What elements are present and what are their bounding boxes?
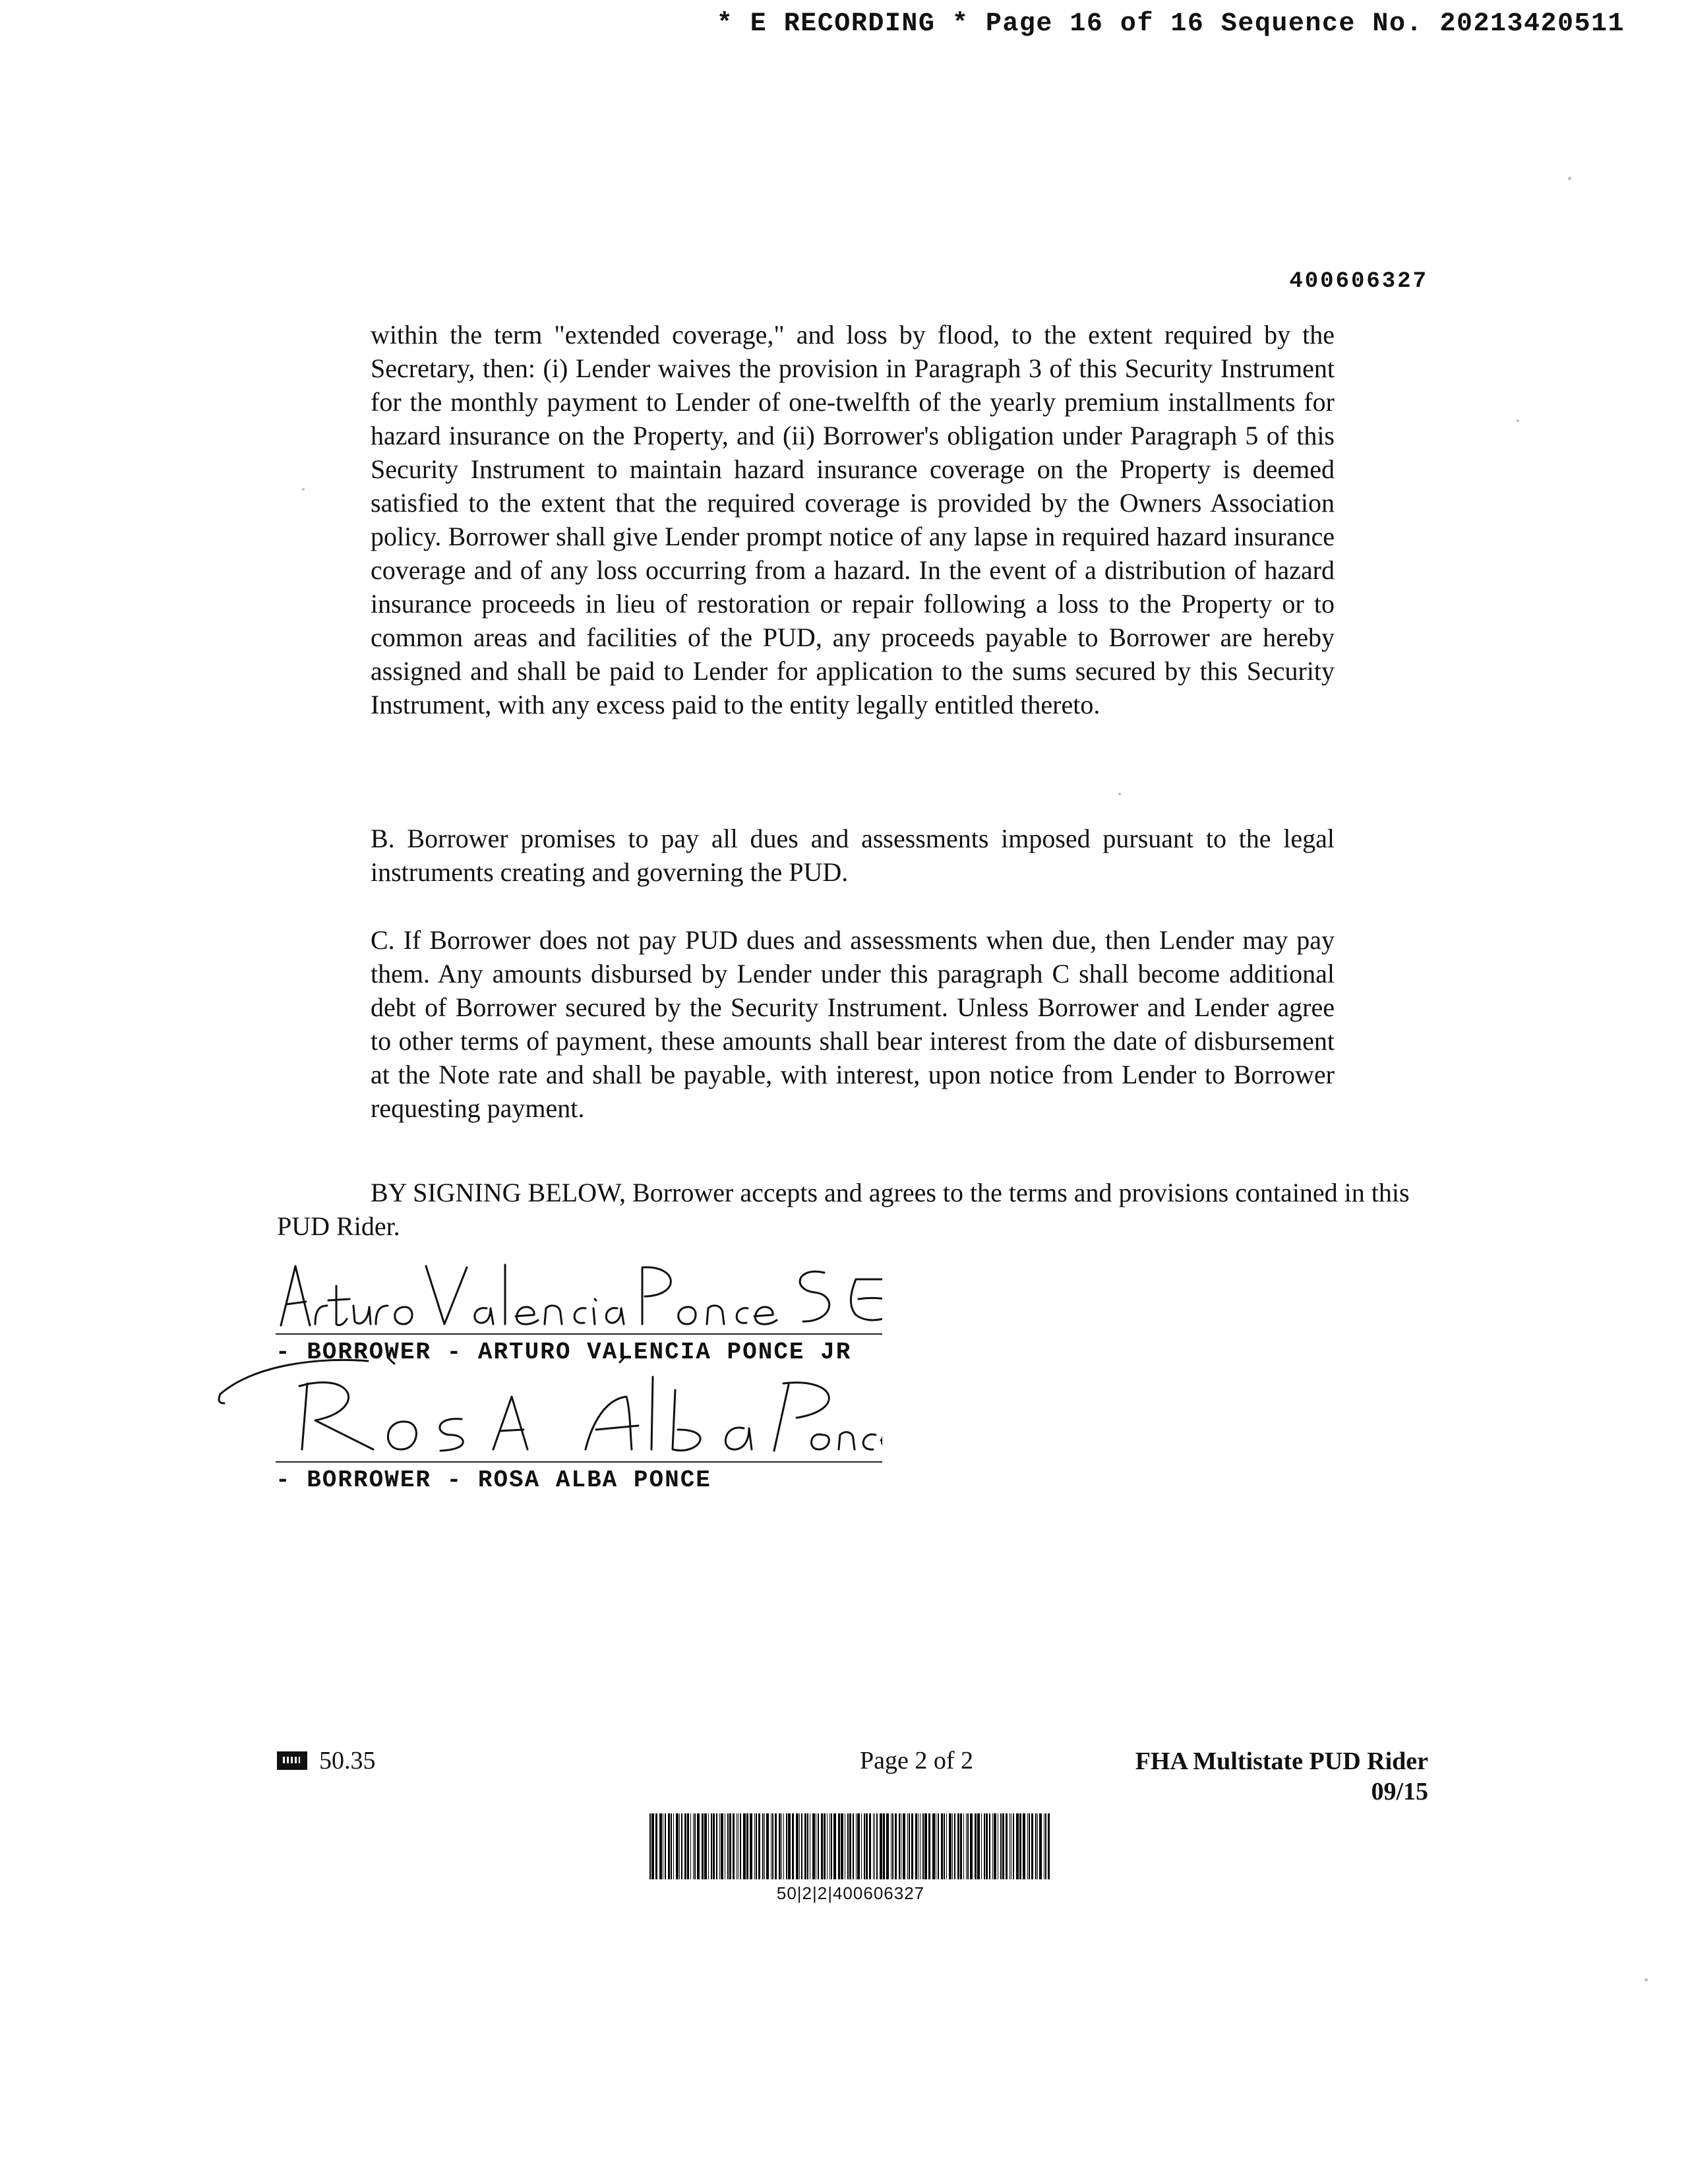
barcode-bar xyxy=(874,1813,875,1879)
scan-speck xyxy=(1118,793,1121,795)
barcode-bar xyxy=(1002,1813,1004,1879)
barcode-bar xyxy=(788,1813,791,1879)
barcode-bar xyxy=(853,1813,854,1879)
barcode-bar xyxy=(924,1813,927,1879)
scan-speck xyxy=(1568,177,1571,180)
barcode-bar xyxy=(841,1813,843,1879)
barcode-bar xyxy=(668,1813,670,1879)
signing-statement-text: BY SIGNING BELOW, Borrower accepts and agrees to the terms and provisions contained in this PUD Rider. xyxy=(277,1178,1410,1241)
recording-stamp: * E RECORDING * Page 16 of 16 Sequence No. 20213420511 xyxy=(716,9,1625,39)
barcode-bar xyxy=(704,1813,707,1879)
barcode-bar xyxy=(895,1813,897,1879)
barcode-bar xyxy=(750,1813,752,1879)
barcode-bar xyxy=(821,1813,823,1879)
barcode-bar xyxy=(781,1813,782,1879)
barcode-bar xyxy=(909,1813,910,1879)
barcode-bar xyxy=(1029,1813,1030,1879)
signature-line-1 xyxy=(276,1333,882,1335)
barcode-bar xyxy=(857,1813,860,1879)
form-code xyxy=(277,1746,376,1775)
barcode-bar xyxy=(944,1813,945,1879)
barcode-bar xyxy=(740,1813,741,1879)
barcode-bar xyxy=(824,1813,826,1879)
barcode-bar xyxy=(1039,1813,1042,1879)
barcode-bar xyxy=(721,1813,723,1879)
barcode-bar xyxy=(992,1813,993,1879)
barcode-bar xyxy=(960,1813,962,1879)
barcode-bar xyxy=(799,1813,800,1879)
barcode-bar xyxy=(1023,1813,1025,1879)
barcode-bar xyxy=(899,1813,900,1879)
barcode-bar xyxy=(938,1813,939,1879)
barcode-bar xyxy=(651,1813,654,1879)
barcode-bar xyxy=(708,1813,709,1879)
barcode-bar xyxy=(827,1813,828,1879)
barcode-bar xyxy=(981,1813,982,1879)
signature-line-2 xyxy=(276,1461,882,1463)
barcode-bar xyxy=(918,1813,919,1879)
barcode-bar xyxy=(966,1813,967,1879)
barcode-bar xyxy=(1019,1813,1021,1879)
barcode-bar xyxy=(928,1813,930,1879)
barcode-bar xyxy=(892,1813,893,1879)
barcode-bar xyxy=(772,1813,773,1879)
barcode-bar xyxy=(864,1813,865,1879)
barcode-bar xyxy=(659,1813,662,1879)
barcode-bar xyxy=(779,1813,781,1879)
form-title-block xyxy=(1055,1746,1428,1807)
barcode-bar xyxy=(907,1813,908,1879)
barcode-bar xyxy=(883,1813,885,1879)
barcode xyxy=(649,1813,1052,1879)
barcode-bar xyxy=(687,1813,689,1879)
barcode-bar xyxy=(1013,1813,1014,1879)
barcode-bar xyxy=(911,1813,913,1879)
barcode-bar xyxy=(873,1813,874,1879)
barcode-bar xyxy=(676,1813,678,1879)
barcode-bar xyxy=(994,1813,996,1879)
signature-block-borrower-2 xyxy=(276,1357,882,1502)
paragraph-c: C. If Borrower does not pay PUD dues and assessments when due, then Lender may pay them. Any amounts disbursed by Lender under this paragraph C shall become additional debt of Borrower secured by the Security Instrument. Unless Borrower and Lender agree to other terms of payment, these amounts shall bear interest from the date of disbursement at the Note rate and shall be payable, with interest, upon notice from Lender to Borrower requesting payment. xyxy=(371,925,1335,1123)
handwritten-signature-arturo xyxy=(276,1253,882,1332)
barcode-bar xyxy=(818,1813,819,1879)
barcode-bar xyxy=(886,1813,889,1879)
barcode-bar xyxy=(1016,1813,1019,1879)
barcode-bar xyxy=(762,1813,764,1879)
barcode-bar xyxy=(866,1813,868,1879)
barcode-bar xyxy=(665,1813,666,1879)
signature-caption-2: - BORROWER - ROSA ALBA PONCE xyxy=(276,1467,711,1494)
ex-logo-icon xyxy=(277,1751,307,1770)
barcode-bar xyxy=(831,1813,832,1879)
barcode-bar xyxy=(984,1813,985,1879)
form-code-number: 50.35 xyxy=(319,1747,376,1774)
barcode-bar xyxy=(970,1813,973,1879)
signing-statement xyxy=(277,1176,1428,1243)
barcode-bar xyxy=(679,1813,680,1879)
barcode-bar xyxy=(1031,1813,1033,1879)
barcode-bar xyxy=(838,1813,840,1879)
barcode-bar xyxy=(861,1813,862,1879)
signature-caption-1: - BORROWER - ARTURO VALENCIA PONCE JR xyxy=(276,1339,852,1366)
barcode-bar xyxy=(1035,1813,1037,1879)
scan-speck xyxy=(302,488,305,491)
barcode-bar xyxy=(719,1813,720,1879)
barcode-bar xyxy=(796,1813,799,1879)
barcode-bar xyxy=(1048,1813,1050,1879)
barcode-bar xyxy=(713,1813,715,1879)
barcode-bar xyxy=(946,1813,947,1879)
page-number: Page 2 of 2 xyxy=(859,1747,974,1774)
barcode-bar xyxy=(801,1813,802,1879)
barcode-bar xyxy=(812,1813,815,1879)
scan-speck xyxy=(1517,419,1519,422)
barcode-bar xyxy=(681,1813,682,1879)
paragraph-b: B. Borrower promises to pay all dues and assessments imposed pursuant to the legal instruments creating and governing the PUD. xyxy=(371,824,1335,887)
form-title: FHA Multistate PUD Rider xyxy=(1135,1747,1428,1775)
paragraph-a-continuation: within the term "extended coverage," and loss by flood, to the extent required by the Secretary, then: (i) Lender waives the provision in Paragraph 3 of this Security Instrument for the monthly payment to Lender of one-twelfth of the yearly premium installments for hazard insurance on the Property, and (ii) Borrower's obligation under Paragraph 5 of this Security Instrument to maintain hazard insurance coverage on the Property is deemed satisfied to the extent that the required coverage is provided by the Owners Association policy. Borrower shall give Lender prompt notice of any lapse in required hazard insurance coverage and of any loss occurring from a hazard. In the event of a distribution of hazard insurance proceeds in lieu of restoration or repair following a loss to the Property or to common areas and facilities of the PUD, any proceeds payable to Borrower are hereby assigned and shall be paid to Lender for application to the sums secured by this Security Instrument, with any excess paid to the entity legally entitled thereto. xyxy=(371,320,1335,719)
barcode-bar xyxy=(977,1813,980,1879)
barcode-bar xyxy=(690,1813,691,1879)
barcode-bar xyxy=(1027,1813,1028,1879)
barcode-bar xyxy=(804,1813,806,1879)
barcode-bar xyxy=(949,1813,951,1879)
barcode-bar xyxy=(922,1813,924,1879)
handwritten-signature-rosa xyxy=(216,1357,882,1456)
loan-number: 400606327 xyxy=(1289,269,1428,294)
barcode-bar xyxy=(733,1813,735,1879)
barcode-bar xyxy=(986,1813,988,1879)
barcode-bar xyxy=(758,1813,760,1879)
barcode-bar xyxy=(833,1813,836,1879)
barcode-bar xyxy=(764,1813,765,1879)
barcode-bar xyxy=(989,1813,990,1879)
barcode-bar xyxy=(727,1813,729,1879)
barcode-bar xyxy=(746,1813,748,1879)
barcode-bar xyxy=(876,1813,878,1879)
barcode-bar xyxy=(915,1813,917,1879)
barcode-bar xyxy=(975,1813,977,1879)
barcode-bar xyxy=(743,1813,746,1879)
scan-speck xyxy=(1644,1978,1648,1982)
barcode-bar xyxy=(783,1813,784,1879)
barcode-bar xyxy=(856,1813,857,1879)
barcode-bar xyxy=(869,1813,871,1879)
barcode-bar xyxy=(766,1813,769,1879)
barcode-bar xyxy=(941,1813,943,1879)
barcode-bar xyxy=(957,1813,959,1879)
barcode-bar xyxy=(711,1813,712,1879)
barcode-bar xyxy=(702,1813,704,1879)
barcode-bar xyxy=(754,1813,755,1879)
barcode-bar xyxy=(693,1813,694,1879)
barcode-bar xyxy=(716,1813,717,1879)
barcode-bar xyxy=(775,1813,777,1879)
barcode-bar xyxy=(649,1813,651,1879)
barcode-bar xyxy=(694,1813,696,1879)
barcode-bar xyxy=(756,1813,757,1879)
barcode-bar xyxy=(671,1813,672,1879)
barcode-bar xyxy=(792,1813,794,1879)
barcode-bar xyxy=(697,1813,700,1879)
form-date: 09/15 xyxy=(1371,1778,1428,1805)
barcode-bar xyxy=(849,1813,851,1879)
barcode-bar xyxy=(1045,1813,1046,1879)
barcode-bar xyxy=(903,1813,905,1879)
barcode-bar xyxy=(807,1813,808,1879)
barcode-bar xyxy=(847,1813,849,1879)
barcode-bar xyxy=(786,1813,787,1879)
barcode-bar xyxy=(829,1813,830,1879)
barcode-bar xyxy=(1000,1813,1002,1879)
barcode-text: 50|2|2|400606327 xyxy=(776,1883,925,1903)
barcode-bar xyxy=(932,1813,935,1879)
barcode-bar xyxy=(1037,1813,1038,1879)
barcode-bar xyxy=(954,1813,955,1879)
barcode-bar xyxy=(673,1813,674,1879)
barcode-bar xyxy=(952,1813,953,1879)
barcode-bar xyxy=(655,1813,657,1879)
barcode-bar xyxy=(1006,1813,1008,1879)
barcode-bar xyxy=(967,1813,969,1879)
barcode-bar xyxy=(963,1813,964,1879)
barcode-bar xyxy=(729,1813,731,1879)
signature-block-borrower-1 xyxy=(276,1253,882,1372)
barcode-bar xyxy=(684,1813,686,1879)
barcode-bar xyxy=(880,1813,882,1879)
